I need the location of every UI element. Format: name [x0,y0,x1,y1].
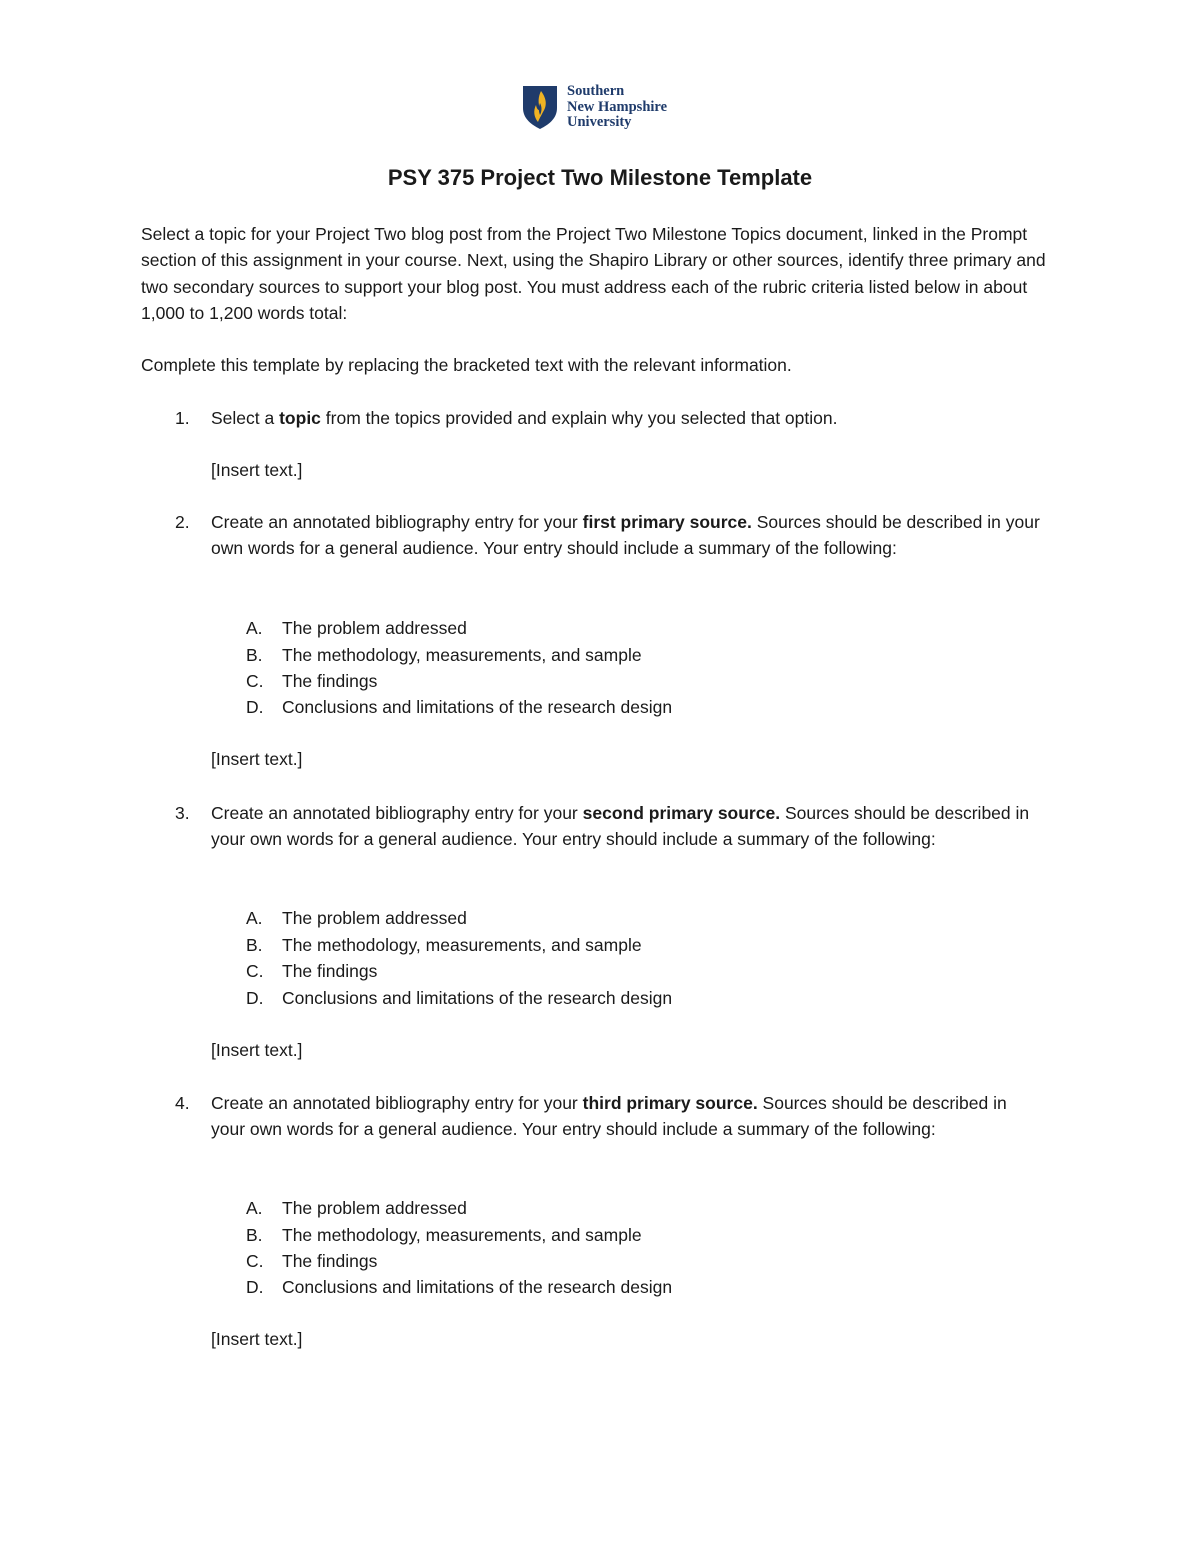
intro-paragraph: Select a topic for your Project Two blog post from the Project Two Milestone Topics document, linked in the Prompt section of this assignment in your course. Next, using the Shapiro Library or other sources, identify three primary and two secondary sources to support your blog post. You must address each of the rubric criteria listed below in about 1,000 to 1,200 words total: [141,224,1046,323]
question-emphasis: third primary source. [582,1093,758,1113]
question-number: 4. [175,1093,190,1113]
insert-text-placeholder-1[interactable]: [Insert text.] [211,460,303,480]
logo-wordmark [567,84,667,131]
flame-shield-icon [521,84,559,130]
logo-line-3: University [567,114,632,130]
university-logo [521,84,667,132]
question-emphasis: second primary source. [582,803,781,823]
question-emphasis: first primary source. [582,512,752,532]
question-number: 2. [175,512,190,532]
question-number: 3. [175,803,190,823]
question-text: Create an annotated bibliography entry for your third primary source. Sources should be described in your own words for a general audience. Your entry should include a summary of the following: [211,1093,1007,1140]
question-3 [141,800,1061,853]
instruction-paragraph: Complete this template by replacing the bracketed text with the relevant information. [141,355,792,375]
insert-text-placeholder-4[interactable]: [Insert text.] [211,1329,303,1349]
document-title: PSY 375 Project Two Milestone Template [387,165,813,190]
logo-line-2: New Hampshire [567,98,668,115]
question-text: Select a topic from the topics provided and explain why you selected that option. [211,408,838,428]
question-text: Create an annotated bibliography entry for your first primary source. Sources should be described in your own words for a general audience. Your entry should include a summary of the following: [211,512,1040,559]
question-1 [141,405,1061,431]
question-number: 1. [175,408,190,428]
logo-line-1: Southern [567,83,625,99]
question-text: Create an annotated bibliography entry for your second primary source. Sources should be described in your own words for a general audience. Your entry should include a summary of the following: [211,803,1030,850]
document-page: Southern New Hampshire University PSY 375 Project Two Milestone Template Select a topic for your Project Two blog post from the Project Two Milestone Topics document, linked in the Prompt section of this assignment in your course. Next, using the Shapiro Library or other sources, identify three primary and two secondary sources to support your blog post. You must address each of the rubric criteria listed below in about 1,000 to 1,200 words total: Complete this template by replacing the bracketed text with the relevant information. 1. Select a topic from the topics provided and explain why you selected that option. [Insert text.] 2. Create an annotated bibliography entry for your first primary source. Sources should be described in your own words for a general audience. Your entry should include a summary of the following: A. The problem addressed B. The methodology, measurements, and sample C. The findings D. Conclusions and limitations of the research design [Insert text.] 3. Create an annotated bibliography entry for your second primary source. Sources should be described in your own words for a general audience. Your entry should include a summary of the following: A. The problem addressed B. The methodology, measurements, and sample C. The findings D. Conclusions and limitations of the research design [Insert text.] 4. Create an annotated bibliography entry for your third primary source. Sources should be described in your own words for a general audience. Your entry should include a summary of the following: A. The problem addressed B. The methodology, measurements, and sample C. The findings D. Conclusions and limitations of the research design [Insert text.] [0,0,1200,1553]
insert-text-placeholder-2[interactable]: [Insert text.] [211,749,303,769]
insert-text-placeholder-3[interactable]: [Insert text.] [211,1040,303,1060]
question-4 [141,1090,1061,1143]
question-2 [141,509,1061,562]
question-emphasis: topic [279,408,321,428]
